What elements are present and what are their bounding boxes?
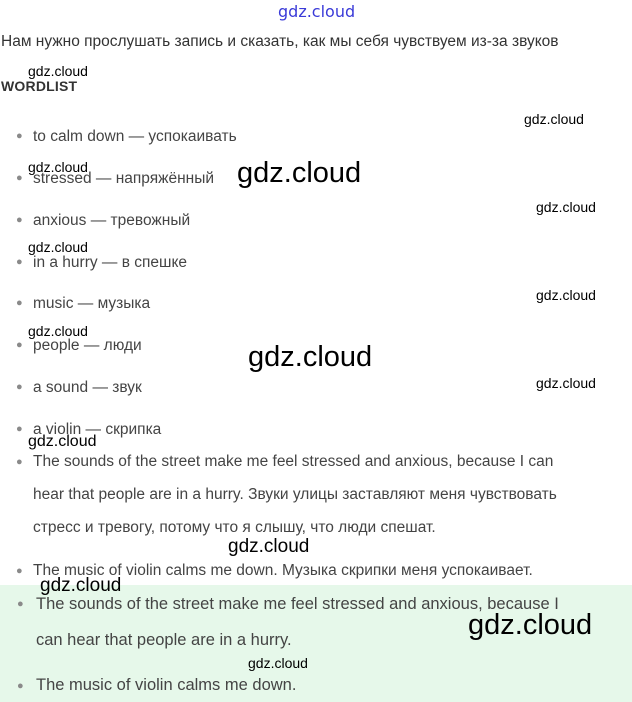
watermark: gdz.cloud [536,287,596,303]
bullet-icon: ● [16,297,23,309]
wordlist-item [16,379,142,397]
wordlist-item [16,128,237,146]
watermark: gdz.cloud [28,433,97,450]
watermark: gdz.cloud [536,375,596,391]
wordlist-item-text: anxious — тревожный [33,212,191,229]
wordlist-item-text: to calm down — успокаивать [33,128,237,145]
wordlist-item-text: people — люди [33,337,142,354]
wordlist-item-text: stressed — напряжённый [33,170,215,187]
sentence-1-line-1: The sounds of the street make me feel stressed and anxious, because I can [33,453,554,470]
wordlist-item [16,212,190,230]
wordlist-item [16,254,187,272]
answer-1-line-1: The sounds of the street make me feel stressed and anxious, because I [36,595,559,613]
wordlist-item-text: music — музыка [33,295,151,312]
wordlist-item [16,295,150,313]
bullet-icon: ● [17,680,24,692]
bullet-icon: ● [16,456,23,468]
answer-1-line-2: can hear that people are in a hurry. [36,631,292,649]
watermark: gdz.cloud [524,111,584,127]
wordlist-item-text: a sound — звук [33,379,142,396]
watermark: gdz.cloud [40,575,122,596]
answer-2: The music of violin calms me down. [36,676,297,694]
sentence-2: The music of violin calms me down. Музыка скрипки меня успокаивает. [33,562,533,579]
wordlist-item-text: a violin — скрипка [33,421,162,438]
bullet-icon: ● [16,256,23,268]
watermark: gdz.cloud [237,157,362,189]
watermark: gdz.cloud [28,239,88,255]
bullet-icon: ● [16,423,23,435]
sentence-1-line-2: hear that people are in a hurry. Звуки улицы заставляют меня чувствовать [33,486,557,503]
watermark: gdz.cloud [28,63,88,79]
wordlist-item-text: in a hurry — в спешке [33,254,188,271]
watermark: gdz.cloud [228,536,310,557]
bullet-icon: ● [16,130,23,142]
watermark: gdz.cloud [28,159,88,175]
bullet-icon: ● [16,214,23,226]
watermark: gdz.cloud [468,609,593,641]
bullet-icon: ● [16,381,23,393]
bullet-icon: ● [16,339,23,351]
watermark: gdz.cloud [248,655,308,671]
wordlist-heading: WORDLIST [1,78,78,94]
watermark: gdz.cloud [28,323,88,339]
sentence-1-line-3: стресс и тревогу, потому что я слышу, что люди спешат. [33,519,436,536]
watermark: gdz.cloud [536,199,596,215]
intro-text: Нам нужно прослушать запись и сказать, как мы себя чувствуем из-за звуков [1,33,559,50]
bullet-icon: ● [17,598,24,610]
watermark-top: gdz.cloud [278,2,356,21]
wordlist-item [16,337,142,355]
bullet-icon: ● [16,172,23,184]
watermark: gdz.cloud [248,341,373,373]
bullet-icon: ● [16,565,23,577]
